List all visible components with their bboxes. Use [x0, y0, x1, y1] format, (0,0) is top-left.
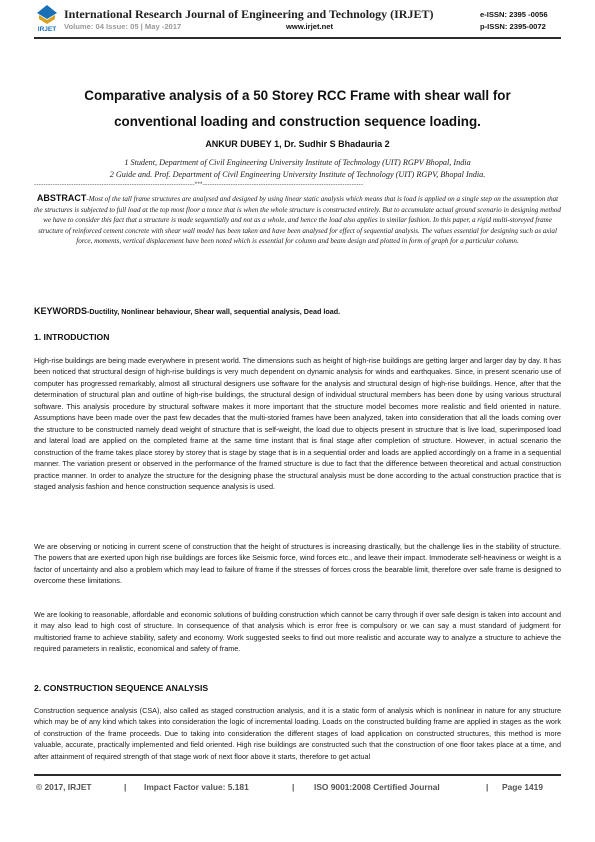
- irjet-logo: [34, 4, 60, 32]
- abstract: [34, 193, 561, 247]
- intro-paragraph-3: We are looking to reasonable, affordable and economic solutions of building construction which cannot be carry through if over safe design is taken into account and it may also lead to high cost of structure. In consequence of that analysis which is error free is compulsory or we can say a must standard of judgment for multistoried frame to achieve stability, safety and economy. Work suggested seeks to find out more realistic and accurate way to analyze a structure to achieve the required parameters in realistic, economical and safety of frame.: [34, 610, 561, 654]
- keywords-label: KEYWORDS: [34, 306, 88, 316]
- logo-text: IRJET: [37, 26, 57, 32]
- title-line-1: Comparative analysis of a 50 Storey RCC Frame with shear wall for: [84, 88, 511, 103]
- keywords-text: -Ductility, Nonlinear behaviour, Shear wall, sequential analysis, Dead load.: [87, 307, 341, 316]
- journal-title: International Research Journal of Engineering and Technology (IRJET): [64, 7, 434, 21]
- footer-rule: [34, 774, 561, 776]
- pissn: p-ISSN: 2395-0072: [480, 22, 546, 31]
- abstract-text: -Most of the tall frame structures are analysed and designed by using linear static analysis which means that is load is applied on a single step on the assumption that the structures is subjected to full load at the top most floor a tonce that is when the whole structure is constructed entirely. But to accumulate actual ground scenario in designing method we have to consider this fact that a structure is made sequentially and not as a whole, and hence the load also applies in similar fashion. In this paper, a rigid multi-storeyed frame structure of reinforced cement concrete with shear wall model has been taken and have been analysed for effect of sequential analysis. The values essential for designing such as axial force, moments, vertical displacement have been noted which is essential for column and beam design and plotted in form of graph for a particular column.: [34, 195, 561, 246]
- authors: ANKUR DUBEY 1, Dr. Sudhir S Bhadauria 2: [205, 139, 390, 149]
- header-rule: [34, 37, 561, 39]
- separator-line: ---------------------------------------------------------------------***---------------------------------------------------------------------: [34, 181, 364, 188]
- footer-page-number: Page 1419: [502, 782, 543, 792]
- journal-header: [34, 4, 561, 34]
- footer-separator: |: [486, 782, 489, 792]
- section-2-heading: 2. CONSTRUCTION SEQUENCE ANALYSIS: [34, 683, 209, 693]
- volume-issue: Volume: 04 Issue: 05 | May -2017: [64, 22, 182, 31]
- journal-url[interactable]: www.irjet.net: [286, 22, 333, 31]
- footer-copyright: © 2017, IRJET: [36, 782, 92, 792]
- footer-separator: |: [124, 782, 127, 792]
- section-1-heading: 1. INTRODUCTION: [34, 332, 110, 342]
- paper-title: [40, 83, 555, 135]
- affiliation-1: 1 Student, Department of Civil Engineering University Institute of Technology (UIT) RGPV Bhopal, India: [124, 158, 471, 167]
- abstract-label: ABSTRACT: [36, 193, 87, 203]
- intro-paragraph-2: We are observing or noticing in current scene of construction that the height of structures is increasing drastically, but the challenge lies in the stability of structure. The powers that are exerted upon high rise buildings are forces like Seismic force, wind forces etc., and leave their impact. Immoderate self-heaviness or weight is a factor of uncertainty and also a problem which may lead to failure of frame if the stresses of forces cross the bearable limit, therefore over safe frame is designed to overcome these limitations.: [34, 542, 561, 586]
- intro-paragraph-1: High-rise buildings are being made everywhere in present world. The dimensions such as height of high-rise buildings are getting larger and larger day by day. It has been noticed that structural design of high-rise buildings is very much dependent on dynamic analysis for winds and earthquakes. Since, in present scenario use of computer has progressed remarkably, almost all structural designers use software for the analysis and structural design of high-rise buildings. Hence, after that the determination of structural plan and outline of high-rise buildings, the structural design of individual structural members has been done by using various structural software. This analysis procedure by structural software makes it more important that the structure model becomes more realistic and field oriented in nature. Assumptions have been made over the past few decades that the multi-storied frames have been analyzed, taken into consideration that all the loads coming over the structure to be constructed namely dead weight of structure that is self-weight, the load due to objects present in structure that is live load, superimposed load and lateral load are applied on the completed frame at the same time instant that is final stage after completion of structure. However, in actual scenario the construction of the frame takes place storey by storey that is stage by stage that is in a sequential order and loads are applied accordingly on a frame in a sequential manner. The variation present or observed in the performance of the framed structure is due to fact that the difference between theoretical and actual construction practice manner. In order to analyze the structure for the designing phase the structural analysis must be done according to the actual construction practice that is staged analysis fashion and hence construction sequence analysis is used.: [34, 356, 561, 491]
- keywords: [34, 306, 561, 316]
- footer-impact-factor: Impact Factor value: 5.181: [144, 782, 249, 792]
- footer-separator: |: [292, 782, 295, 792]
- affiliation-2: 2 Guide and. Prof. Department of Civil Engineering University Institute of Technology (UIT) RGPV, Bhopal India.: [109, 170, 486, 179]
- eissn: e-ISSN: 2395 -0056: [480, 10, 548, 19]
- footer-iso: ISO 9001:2008 Certified Journal: [314, 782, 440, 792]
- csa-paragraph-1: Construction sequence analysis (CSA), also called as staged construction analysis, and it is a static form of analysis which is nonlinear in nature for any structure which may be of any kind which takes into consideration the logic of incremental loading. Loads on the constructed building frame are applied in stages as the work of construction of the frame proceeds. Due to taking into consideration the different stages of load application on constructed structures, this method is more valuable, accurate, practically implemented and field oriented. High rise buildings are constructed such that the construction of one floor takes place at a time, and after attainment of required strength of that stage work of next floor above it starts, therefore to get actual: [34, 706, 561, 761]
- title-line-2: conventional loading and construction sequence loading.: [114, 114, 481, 129]
